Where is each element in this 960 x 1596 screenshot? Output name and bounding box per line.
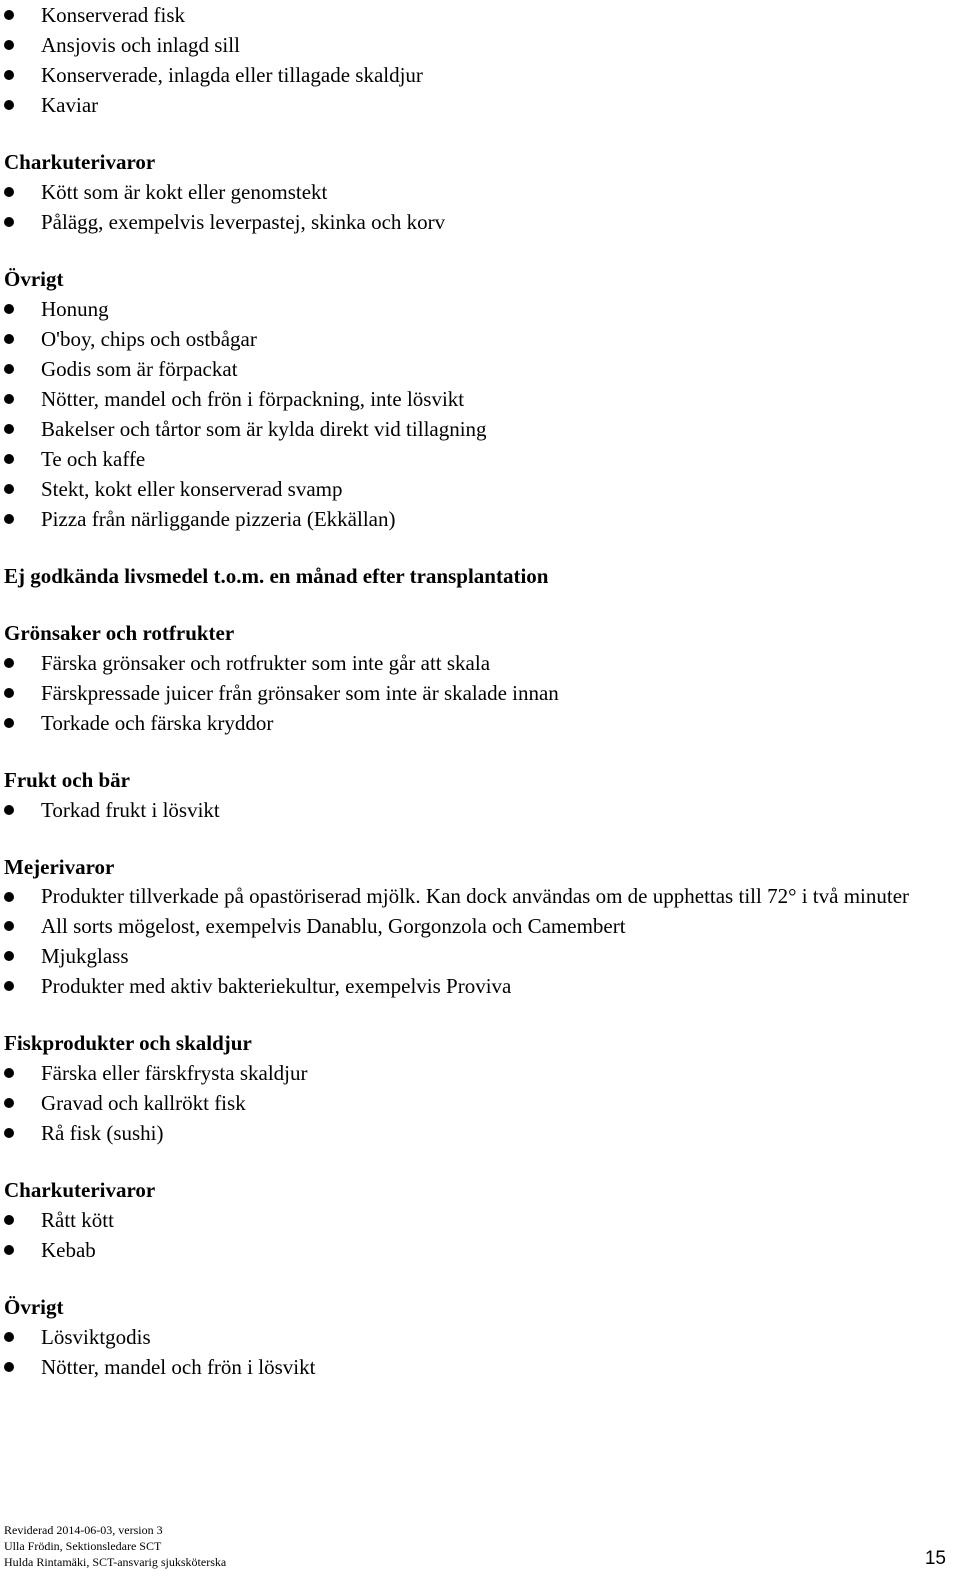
section-gronsaker: [4, 618, 954, 738]
bullet-icon: [4, 187, 14, 197]
bullet-icon: [4, 981, 14, 991]
bullet-icon: [4, 1215, 14, 1225]
list-item: Bakelser och tårtor som är kylda direkt vid tillagning: [4, 414, 954, 444]
list-item: O'boy, chips och ostbågar: [4, 324, 954, 354]
bullet-icon: [4, 1068, 14, 1078]
bullet-icon: [4, 100, 14, 110]
list-item: All sorts mögelost, exempelvis Danablu, Gorgonzola och Camembert: [4, 911, 954, 941]
section-charkuterivaror-2: [4, 1175, 954, 1265]
bullet-icon: [4, 454, 14, 464]
list-item: Pizza från närliggande pizzeria (Ekkällan): [4, 504, 954, 534]
footer-revision: Reviderad 2014-06-03, version 3: [4, 1523, 163, 1537]
bullet-icon: [4, 334, 14, 344]
list-item: Färska grönsaker och rotfrukter som inte går att skala: [4, 648, 954, 678]
section-fiskprodukter: [4, 1028, 954, 1148]
bullet-icon: [4, 805, 14, 815]
bullet-icon: [4, 484, 14, 494]
list-item: Gravad och kallrökt fisk: [4, 1088, 954, 1118]
list-item: Torkad frukt i lösvikt: [4, 795, 954, 825]
list-item: Ansjovis och inlagd sill: [4, 30, 954, 60]
bullet-icon: [4, 718, 14, 728]
bullet-icon: [4, 1362, 14, 1372]
section-heading: Övrigt: [4, 1295, 64, 1319]
list-item: Kött som är kokt eller genomstekt: [4, 177, 954, 207]
bullet-icon: [4, 394, 14, 404]
list-item: Produkter tillverkade på opastöriserad mjölk. Kan dock användas om de upphettas till 72° i två minuter: [4, 882, 954, 911]
section-mejerivaror: [4, 852, 954, 1001]
bullet-icon: [4, 1245, 14, 1255]
section-heading: Övrigt: [4, 267, 64, 291]
list-item: Kaviar: [4, 90, 954, 120]
list-item: Pålägg, exempelvis leverpastej, skinka och korv: [4, 207, 954, 237]
list-item: Honung: [4, 294, 954, 324]
list-item: Lösviktgodis: [4, 1322, 954, 1352]
bullet-icon: [4, 1332, 14, 1342]
bullet-icon: [4, 304, 14, 314]
section-ovrigt: [4, 264, 954, 534]
bullet-icon: [4, 40, 14, 50]
list-item: Nötter, mandel och frön i förpackning, inte lösvikt: [4, 384, 954, 414]
bullet-icon: [4, 921, 14, 931]
bullet-icon: [4, 1098, 14, 1108]
list-item: Konserverad fisk: [4, 0, 954, 30]
bullet-icon: [4, 10, 14, 20]
section-charkuterivaror: [4, 147, 954, 237]
section-frukt: [4, 765, 954, 825]
bullet-icon: [4, 892, 14, 902]
list-item: Färskpressade juicer från grönsaker som inte är skalade innan: [4, 678, 954, 708]
section-heading: Grönsaker och rotfrukter: [4, 621, 235, 645]
bullet-icon: [4, 514, 14, 524]
list-item: Te och kaffe: [4, 444, 954, 474]
footer-author-1: Ulla Frödin, Sektionsledare SCT: [4, 1539, 162, 1553]
list-item: Nötter, mandel och frön i lösvikt: [4, 1352, 954, 1382]
main-heading: Ej godkända livsmedel t.o.m. en månad efter transplantation: [4, 564, 549, 588]
section-heading: Charkuterivaror: [4, 1178, 156, 1202]
list-item: Mjukglass: [4, 941, 954, 971]
bullet-icon: [4, 951, 14, 961]
footer: [4, 1522, 226, 1570]
list-item: Stekt, kokt eller konserverad svamp: [4, 474, 954, 504]
section-ovrigt-2: [4, 1292, 954, 1382]
section-heading: Fiskprodukter och skaldjur: [4, 1031, 252, 1055]
section-heading: Frukt och bär: [4, 768, 130, 792]
list-item: Torkade och färska kryddor: [4, 708, 954, 738]
list-item: Godis som är förpackat: [4, 354, 954, 384]
document-body: [4, 0, 954, 1382]
section-heading: Charkuterivaror: [4, 150, 156, 174]
footer-author-2: Hulda Rintamäki, SCT-ansvarig sjuksköterska: [4, 1555, 227, 1569]
list-item: Produkter med aktiv bakteriekultur, exempelvis Proviva: [4, 971, 954, 1001]
bullet-icon: [4, 424, 14, 434]
list-item: Kebab: [4, 1235, 954, 1265]
list-item: Rå fisk (sushi): [4, 1118, 954, 1148]
page-number: 15: [924, 1548, 946, 1569]
section-heading: Mejerivaror: [4, 855, 115, 879]
section-fish-list: [4, 0, 954, 120]
bullet-icon: [4, 70, 14, 80]
list-item: Färska eller färskfrysta skaldjur: [4, 1058, 954, 1088]
bullet-icon: [4, 364, 14, 374]
bullet-icon: [4, 1128, 14, 1138]
bullet-icon: [4, 688, 14, 698]
bullet-icon: [4, 217, 14, 227]
list-item: Konserverade, inlagda eller tillagade skaldjur: [4, 60, 954, 90]
bullet-icon: [4, 658, 14, 668]
list-item: Rått kött: [4, 1205, 954, 1235]
